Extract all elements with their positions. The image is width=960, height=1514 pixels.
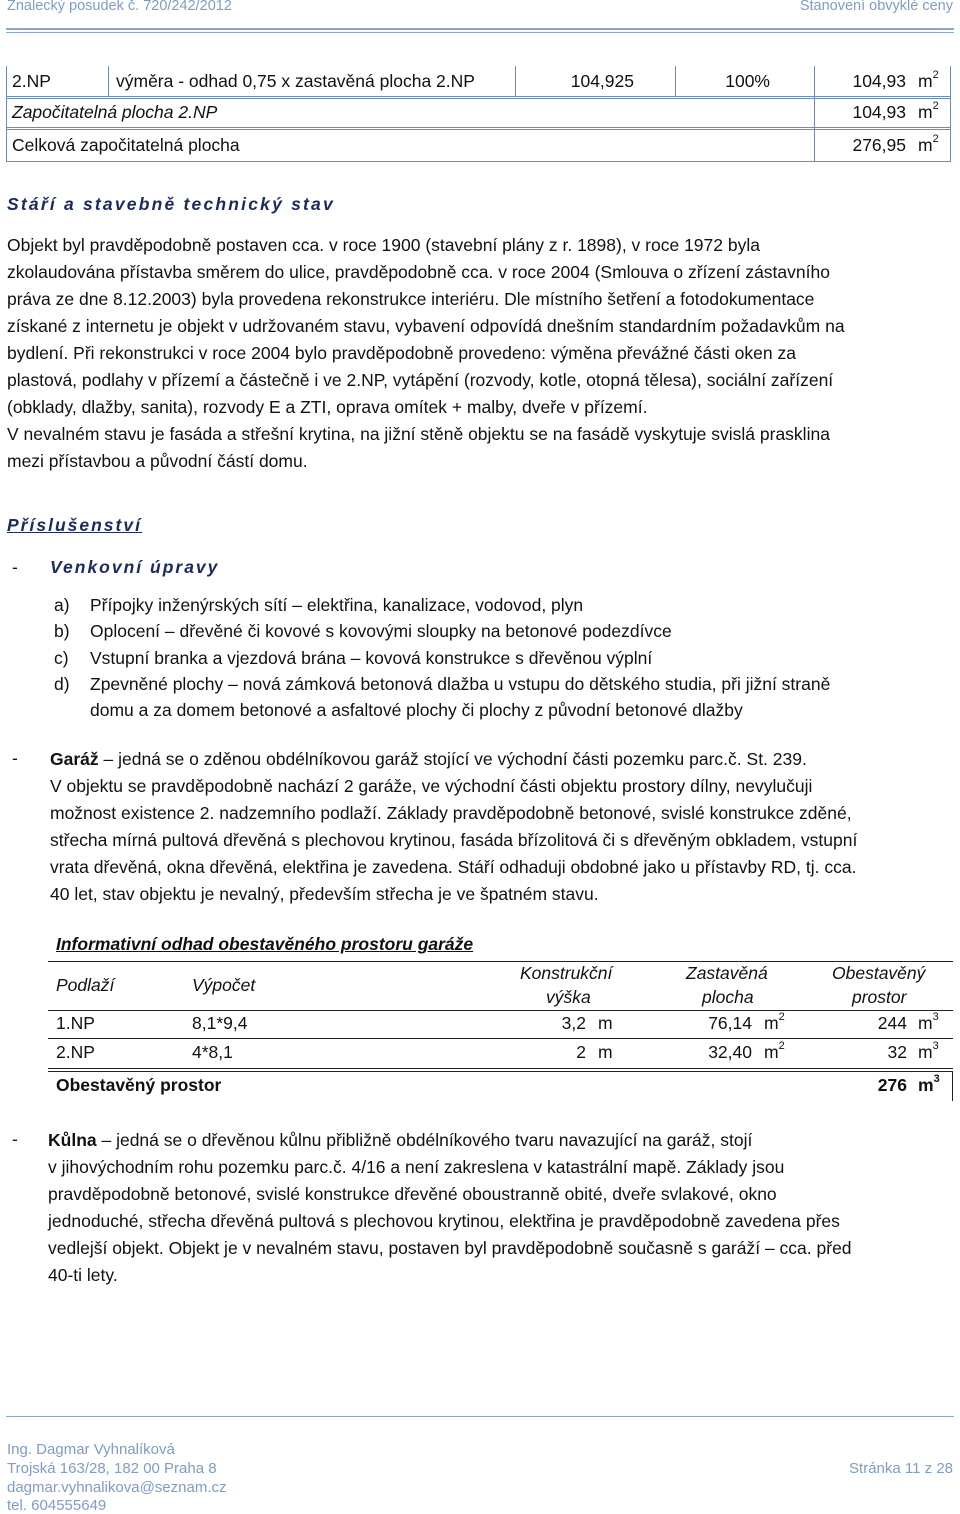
row1-pct: 100% [725,71,770,91]
table-cell-calc: 8,1*9,4 [192,1013,248,1033]
table-col-divider [814,66,815,162]
paragraph-line: možnost existence 2. nadzemního podlaží. Základy pravděpodobně betonové, svislé konstrukce zděné, [50,803,852,823]
paragraph-line: jednoduché, střecha dřevěná pultová s plechovou krytinou, elektřina je pravděpodobně zavedena přes [48,1211,840,1231]
paragraph-line: – jedná se o zděnou obdélníkovou garáž stojící ve východní části pozemku parc.č. St. 239. [98,749,807,769]
row3-result: 276,95 [852,135,906,155]
table-cell-area: 76,14 [708,1013,752,1033]
list-item-continuation: domu a za domem betonové a asfaltové plochy či plochy z původní betonové dlažby [90,700,743,720]
paragraph-line: pravděpodobně betonové, svislé konstrukce dřevěné oboustranně obité, dveře svlakové, okno [48,1184,777,1204]
col-header-floor: Podlaží [56,975,115,995]
table-cell-volume: 32 [887,1042,907,1062]
shed-name: Kůlna [48,1130,97,1150]
table-cell-floor: 2.NP [56,1042,95,1062]
row1-desc: výměra - odhad 0,75 x zastavěná plocha 2.NP [116,71,475,91]
paragraph-line: střecha mírná pultová dřevěná s plechovou krytinou, fasáda břízolitová či s dřevěným obkladem, vstupní [50,830,858,850]
list-item-letter: c) [54,648,69,668]
paragraph-line: plastová, podlahy v přízemí a částečně i ve 2.NP, vytápění (rozvody, kotle, otopná tělesa), sociální zařízení [7,370,834,390]
table-cell-height-unit: m [598,1042,613,1062]
row1-value: 104,925 [570,71,634,91]
age-paragraph [7,232,953,475]
table-row-line [48,1038,953,1039]
col-header-area-2: plocha [702,987,754,1007]
table-cell-height-unit: m [598,1013,613,1033]
garage-paragraph [50,746,955,908]
table-cell-area-unit: $m^2$ [764,1040,785,1062]
garage-table-title: Informativní odhad obestavěného prostoru garáže [56,934,474,954]
footer-email: dagmar.vyhnalikova@seznam.cz [7,1479,227,1496]
list-item-letter: a) [54,595,70,615]
table-row-line [48,1010,953,1011]
table-row-line [48,1068,953,1069]
list-item: Vstupní branka a vjezdová brána – kovová konstrukce s dřevěnou výplní [90,648,653,668]
list-dash: - [12,748,18,768]
footer-divider [6,1416,954,1417]
col-header-volume: Obestavěný [832,963,926,983]
table-total-unit: $m^3$ [918,1073,940,1095]
table-cell-calc: 4*8,1 [192,1042,233,1062]
table-row-line [6,127,951,128]
list-dash: - [12,557,18,577]
table-col-divider [675,66,676,96]
shed-paragraph [48,1127,955,1289]
table-cell-volume-unit: $m^3$ [918,1011,939,1033]
paragraph-line: 40-ti lety. [48,1265,118,1285]
section-title-accessories: Příslušenství [7,515,142,535]
table-row-line [6,161,951,162]
col-header-height-2: výška [546,987,591,1007]
footer-author: Ing. Dagmar Vyhnalíková [7,1441,175,1458]
row2-unit: $m^2$ [918,100,939,122]
table-cell-floor: 1.NP [56,1013,95,1033]
col-header-volume-2: prostor [852,987,907,1007]
header-divider-thin [6,32,954,33]
list-dash: - [12,1129,18,1149]
paragraph-line: získané z internetu je objekt v udržovaném stavu, vybavení odpovídá dnešním standardním požadavkům na [7,316,845,336]
paragraph-line: Objekt byl pravděpodobně postaven cca. v roce 1900 (stavební plány z r. 1898), v roce 1972 byla [7,235,760,255]
paragraph-line: 40 let, stav objektu je nevalný, především střecha je ve špatném stavu. [50,884,599,904]
garage-name: Garáž [50,749,99,769]
row2-label: Započitatelná plocha 2.NP [12,102,218,122]
list-item: Přípojky inženýrských sítí – elektřina, kanalizace, vodovod, plyn [90,595,584,615]
header-title: Znalecký posudek č. 720/242/2012 [7,0,232,14]
row2-result: 104,93 [852,102,906,122]
footer-page-number: Stránka 11 z 28 [849,1460,953,1477]
table-row-line [6,98,951,99]
row1-unit: $m^2$ [918,69,939,91]
table-total-value: 276 [877,1075,907,1095]
table-row-line [6,129,951,130]
row3-label: Celková započitatelná plocha [12,135,240,155]
table-border-left [6,66,7,162]
table-row-line [48,1071,953,1072]
list-item-letter: d) [54,674,70,694]
paragraph-line: v jihovýchodním rohu pozemku parc.č. 4/16 a není zakreslena v katastrální mapě. Základy jsou [48,1157,785,1177]
footer-address: Trojská 163/28, 182 00 Praha 8 [7,1460,217,1477]
table-total-label: Obestavěný prostor [56,1075,222,1095]
row3-unit: $m^2$ [918,133,939,155]
footer-phone: tel. 604555649 [7,1497,107,1514]
paragraph-line: práva ze dne 8.12.2003) byla provedena rekonstrukce interiéru. Dle místního šetření a fotodokumentace [7,289,815,309]
paragraph-line: V nevalném stavu je fasáda a střešní krytina, na jižní stěně objektu se na fasádě vyskytuje svislá prasklina [7,424,830,444]
table-cell-area: 32,40 [708,1042,752,1062]
col-header-area: Zastavěná [686,963,768,983]
table-cell-area-unit: $m^2$ [764,1011,785,1033]
list-item: Oplocení – dřevěné či kovové s kovovými sloupky na betonové podezdívce [90,621,672,641]
list-item-letter: b) [54,621,70,641]
paragraph-line: – jedná se o dřevěnou kůlnu přibližně obdélníkového tvaru navazující na garáž, stojí [96,1130,753,1150]
table-cell-volume-unit: $m^3$ [918,1040,939,1062]
row1-result: 104,93 [852,71,906,91]
paragraph-line: vrata dřevěná, okna dřevěná, elektřina je zavedena. Stáří odhaduji obdobné jako u přístavby RD, tj. cca. [50,857,857,877]
table-cell-volume: 244 [877,1013,907,1033]
paragraph-line: bydlení. Při rekonstrukci v roce 2004 bylo pravděpodobně provedeno: výměna převážné části oken za [7,343,796,363]
paragraph-line: vedlejší objekt. Objekt je v nevalném stavu, postaven byl pravděpodobně současně s garáží – cca. před [48,1238,852,1258]
table-cell-height: 3,2 [561,1013,586,1033]
paragraph-line: (obklady, dlažby, sanita), rozvody E a ZTI, oprava omítek + malby, dveře v přízemí. [7,397,648,417]
table-cell-height: 2 [576,1042,586,1062]
table-border-right [952,1071,953,1101]
col-header-calc: Výpočet [192,975,256,995]
table-row-line [6,96,951,97]
header-section: Stanovení obvyklé ceny [799,0,953,14]
table-border-right [950,66,951,162]
list-item: Zpevněné plochy – nová zámková betonová dlažba u vstupu do dětského studia, při jižní straně [90,674,831,694]
subsection-title-outdoor: Venkovní úpravy [50,557,220,577]
table-row-line [48,961,953,962]
paragraph-line: V objektu se pravděpodobně nachází 2 garáže, ve východní části objektu prostory dílny, nevylučuji [50,776,813,796]
header-divider [6,28,954,30]
paragraph-line: mezi přístavbou a původní částí domu. [7,451,308,471]
col-header-height: Konstrukční [520,963,613,983]
table-col-divider [108,66,109,96]
table-col-divider [515,66,516,96]
paragraph-line: zkolaudována přístavba směrem do ulice, pravděpodobně cca. v roce 2004 (Smlouva o zřízení zástavního [7,262,830,282]
row1-floor: 2.NP [12,71,51,91]
section-title-age: Stáří a stavebně technický stav [7,194,335,214]
